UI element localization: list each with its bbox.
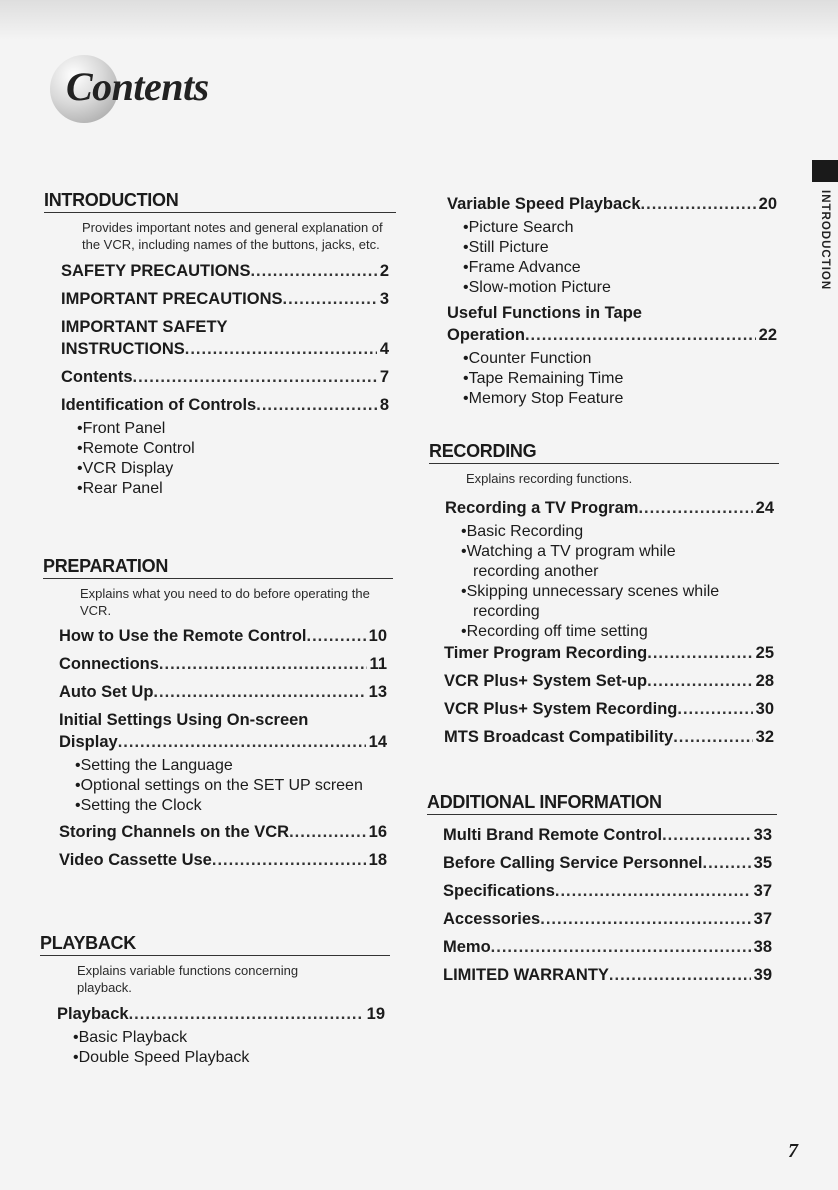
sub-item: • Picture Search bbox=[463, 218, 777, 238]
toc-entry[interactable]: Timer Program Recording ..... 25 bbox=[444, 644, 774, 663]
contents-title bbox=[50, 55, 290, 125]
toc-entry[interactable]: Auto Set Up ..... 13 bbox=[59, 683, 387, 702]
toc-entry[interactable]: Memo ..... 38 bbox=[443, 938, 772, 957]
sub-item: • Slow-motion Picture bbox=[463, 278, 777, 298]
section-heading: PLAYBACK bbox=[40, 933, 390, 956]
sub-item: • Tape Remaining Time bbox=[463, 369, 777, 389]
section-recording bbox=[429, 441, 779, 747]
sub-item: • Memory Stop Feature bbox=[463, 389, 777, 409]
section-description: Explains what you need to do before operating the VCR. bbox=[80, 586, 370, 618]
sub-item: • Double Speed Playback bbox=[73, 1048, 385, 1068]
sub-item-list bbox=[75, 756, 365, 816]
sub-item: • Setting the Clock bbox=[75, 796, 365, 816]
sub-item: • Watching a TV program while recording another bbox=[461, 542, 713, 582]
page-title: Contents bbox=[66, 64, 209, 109]
toc-entry[interactable]: Variable Speed Playback ..... 20 bbox=[447, 195, 777, 214]
section-additional-information bbox=[427, 792, 777, 985]
toc-entry[interactable]: MTS Broadcast Compatibility ..... 32 bbox=[444, 728, 774, 747]
sub-item: • Basic Playback bbox=[73, 1028, 385, 1048]
toc-entry[interactable]: Display ..... 14 bbox=[59, 733, 387, 752]
sub-item: • Setting the Language bbox=[75, 756, 365, 776]
sub-item: • Recording off time setting bbox=[461, 622, 761, 642]
toc-entry[interactable]: VCR Plus+ System Recording ..... 30 bbox=[444, 700, 774, 719]
toc-entry[interactable]: Operation ..... 22 bbox=[447, 326, 777, 345]
sub-item: • Counter Function bbox=[463, 349, 777, 369]
toc-entry[interactable]: LIMITED WARRANTY ..... 39 bbox=[443, 966, 772, 985]
toc-entry[interactable]: Contents ..... 7 bbox=[61, 368, 389, 387]
section-introduction bbox=[44, 190, 396, 499]
toc-entry[interactable]: How to Use the Remote Control ..... 10 bbox=[59, 627, 387, 646]
sub-item-list bbox=[461, 522, 761, 642]
section-heading: ADDITIONAL INFORMATION bbox=[427, 792, 777, 815]
section-heading: RECORDING bbox=[429, 441, 779, 464]
page-number: 7 bbox=[788, 1140, 798, 1162]
toc-entry[interactable]: Connections ..... 11 bbox=[59, 655, 387, 674]
toc-entry[interactable]: Identification of Controls ..... 8 bbox=[61, 396, 389, 415]
sub-item-list bbox=[77, 419, 389, 499]
section-heading: PREPARATION bbox=[43, 556, 393, 579]
sub-item: • Skipping unnecessary scenes while recording bbox=[461, 582, 761, 622]
sub-item-list bbox=[73, 1028, 385, 1068]
toc-entry[interactable]: INSTRUCTIONS ..... 4 bbox=[61, 340, 389, 359]
toc-entry[interactable]: Before Calling Service Personnel ..... 35 bbox=[443, 854, 772, 873]
section-preparation bbox=[43, 556, 393, 870]
sub-item: • Rear Panel bbox=[77, 479, 389, 499]
toc-entry-line1[interactable]: Useful Functions in Tape bbox=[447, 304, 642, 322]
sub-item-list bbox=[463, 218, 777, 298]
toc-entry[interactable]: VCR Plus+ System Set-up ..... 28 bbox=[444, 672, 774, 691]
sub-item: • Remote Control bbox=[77, 439, 389, 459]
section-description: Provides important notes and general explanation of the VCR, including names of the buttons, jacks, etc. bbox=[82, 220, 383, 252]
toc-entry[interactable]: Specifications ..... 37 bbox=[443, 882, 772, 901]
toc-entry[interactable]: Storing Channels on the VCR ..... 16 bbox=[59, 823, 387, 842]
toc-entry[interactable]: IMPORTANT PRECAUTIONS ..... 3 bbox=[61, 290, 389, 309]
sub-item: • Front Panel bbox=[77, 419, 389, 439]
page-top-shade bbox=[0, 0, 838, 40]
toc-entry[interactable]: SAFETY PRECAUTIONS ..... 2 bbox=[61, 262, 389, 281]
toc-entry[interactable]: Recording a TV Program ..... 24 bbox=[445, 499, 774, 518]
toc-entry[interactable]: Video Cassette Use ..... 18 bbox=[59, 851, 387, 870]
sub-item: • Still Picture bbox=[463, 238, 777, 258]
sub-item: • Optional settings on the SET UP screen bbox=[75, 776, 365, 796]
section-playback-continued bbox=[447, 195, 777, 409]
toc-entry-line1[interactable]: Initial Settings Using On-screen bbox=[59, 711, 309, 729]
side-tab-label: INTRODUCTION bbox=[819, 190, 831, 291]
section-playback bbox=[40, 933, 390, 1068]
toc-entry[interactable]: Accessories ..... 37 bbox=[443, 910, 772, 929]
sub-item: • VCR Display bbox=[77, 459, 389, 479]
section-description: Explains variable functions concerning playback. bbox=[77, 963, 299, 995]
section-heading: INTRODUCTION bbox=[44, 190, 396, 213]
toc-entry-line1[interactable]: IMPORTANT SAFETY bbox=[61, 318, 228, 336]
section-description: Explains recording functions. bbox=[466, 471, 633, 486]
sub-item-list bbox=[463, 349, 777, 409]
toc-entry[interactable]: Multi Brand Remote Control ..... 33 bbox=[443, 826, 772, 845]
side-tab-marker bbox=[812, 160, 838, 182]
toc-entry[interactable]: Playback ..... 19 bbox=[57, 1005, 385, 1024]
sub-item: • Basic Recording bbox=[461, 522, 761, 542]
sub-item: • Frame Advance bbox=[463, 258, 777, 278]
